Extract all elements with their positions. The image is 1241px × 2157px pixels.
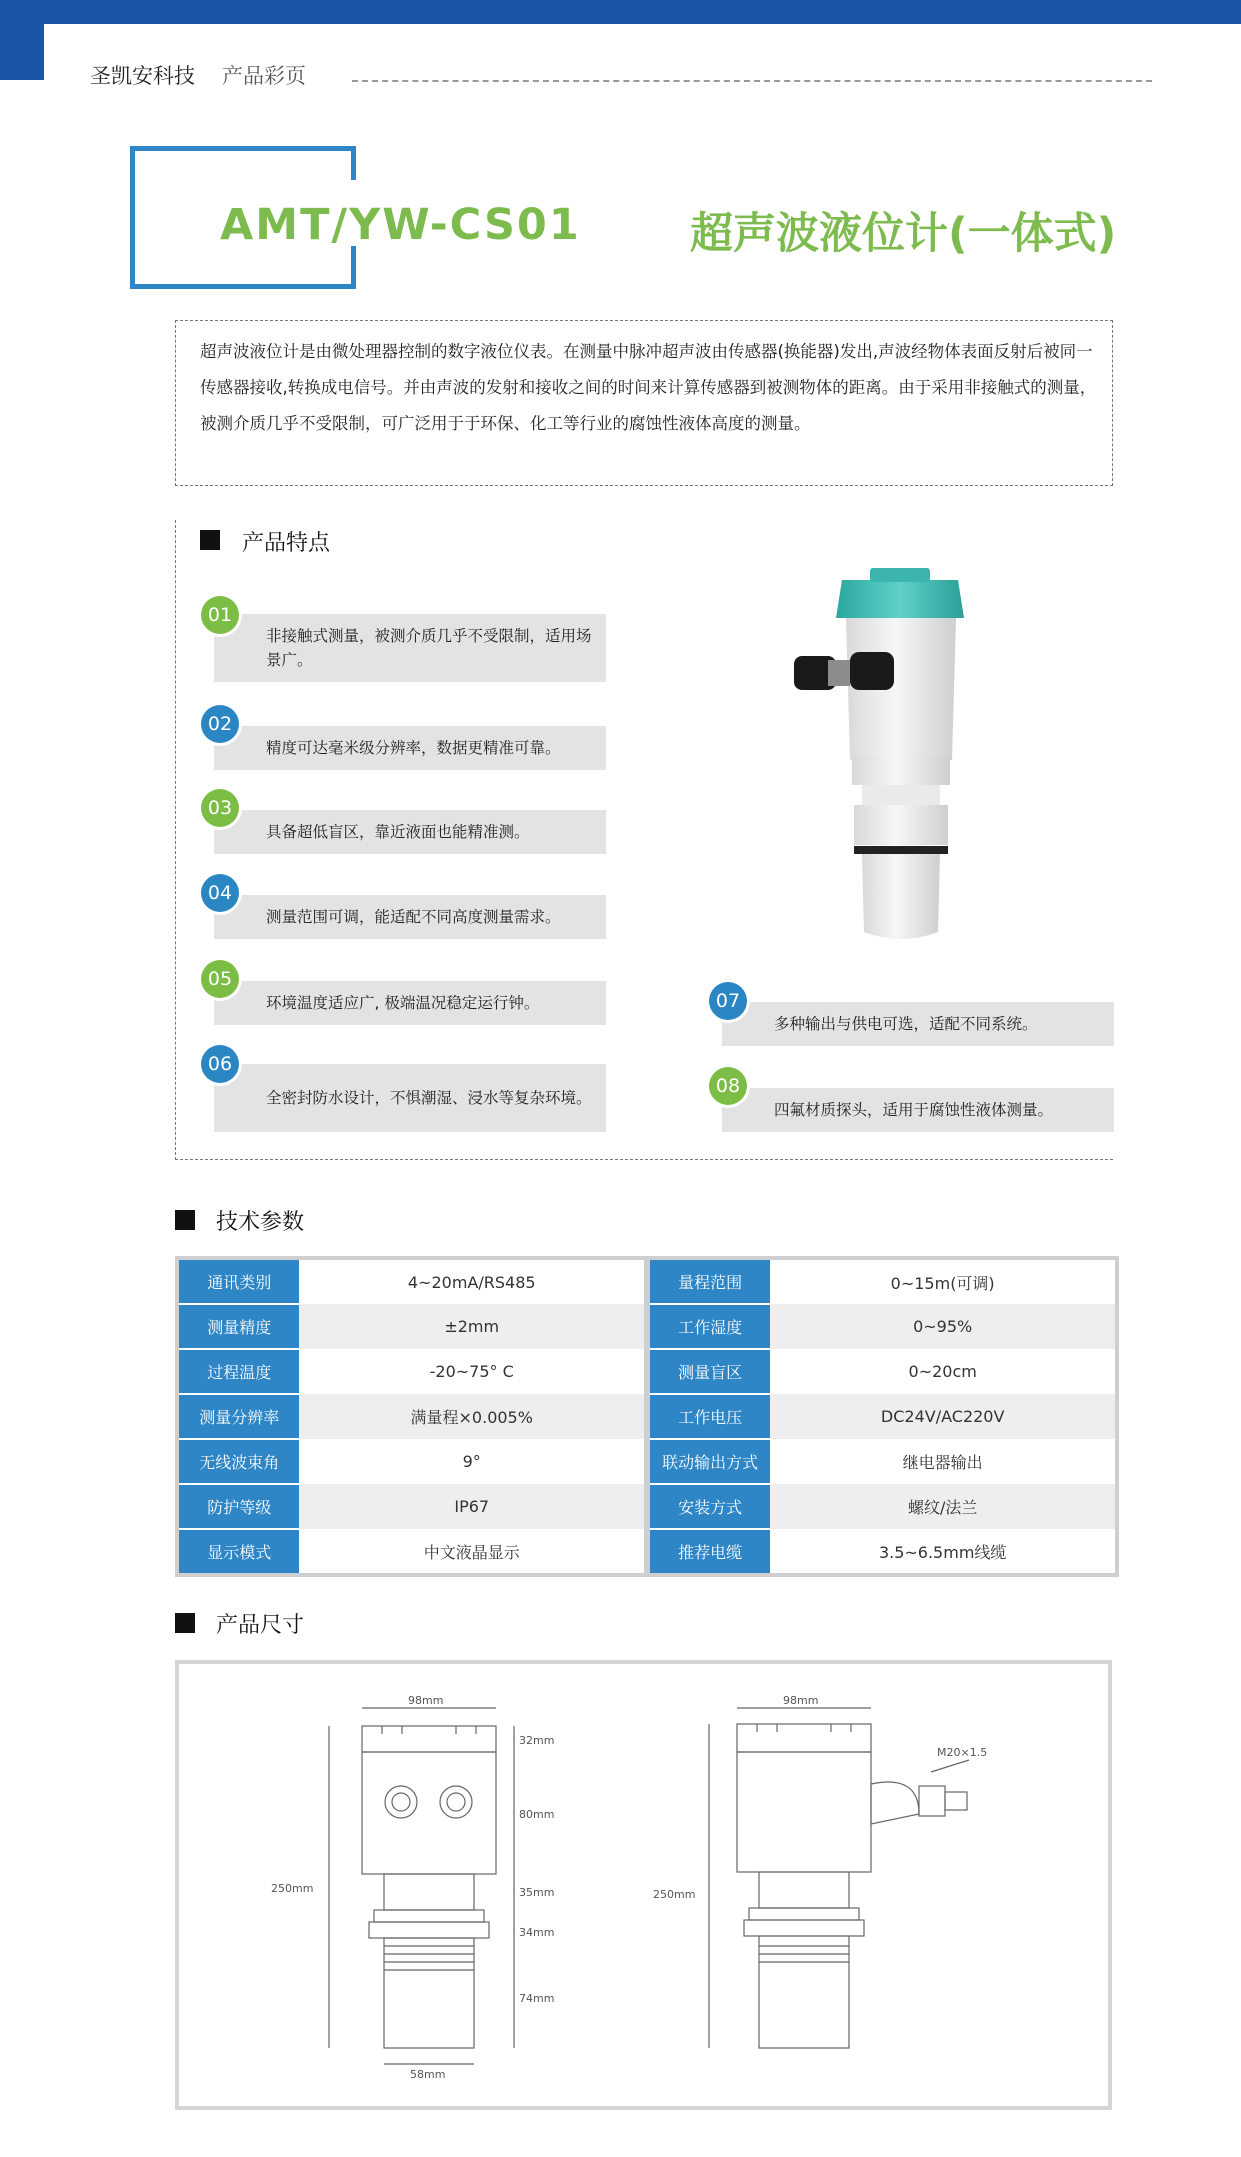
feature-number-badge: 04 — [201, 874, 239, 912]
brand-subtitle: 产品彩页 — [222, 64, 306, 88]
feature-item-6 — [214, 1064, 606, 1132]
dim-label: 80mm — [519, 1808, 555, 1821]
dim-label: 98mm — [783, 1694, 819, 1707]
spec-value: 0~95% — [770, 1304, 1117, 1349]
feature-item-1 — [214, 614, 606, 682]
header-divider — [352, 80, 1152, 82]
feature-item-5 — [214, 981, 606, 1025]
spec-label: 测量精度 — [177, 1304, 299, 1349]
section-square-icon — [175, 1613, 195, 1633]
spec-label: 推荐电缆 — [650, 1529, 770, 1575]
feature-item-2 — [214, 726, 606, 770]
spec-table — [175, 1256, 1119, 1577]
feature-text: 非接触式测量，被测介质几乎不受限制，适用场景广。 — [266, 627, 592, 669]
feature-text: 环境温度适应广, 极端温况稳定运行钟。 — [266, 994, 540, 1012]
feature-text: 四氟材质探头，适用于腐蚀性液体测量。 — [774, 1101, 1054, 1119]
feature-number-badge: 08 — [709, 1067, 747, 1105]
spec-value: 满量程×0.005% — [299, 1394, 644, 1439]
spec-label: 联动输出方式 — [650, 1439, 770, 1484]
feature-text: 精度可达毫米级分辨率，数据更精准可靠。 — [266, 739, 561, 757]
features-heading: 产品特点 — [242, 531, 331, 556]
dim-label: 98mm — [408, 1694, 444, 1707]
feature-number-badge: 01 — [201, 596, 239, 634]
spec-label: 通讯类别 — [177, 1258, 299, 1304]
spec-value: 4~20mA/RS485 — [299, 1258, 644, 1304]
feature-item-4 — [214, 895, 606, 939]
dim-label: 58mm — [410, 2068, 446, 2081]
dim-label: 35mm — [519, 1886, 555, 1899]
section-square-icon — [175, 1210, 195, 1230]
product-model: AMT/YW-CS01 — [220, 200, 581, 250]
dim-label: 250mm — [271, 1882, 314, 1895]
feature-number-badge: 06 — [201, 1045, 239, 1083]
product-photo — [780, 560, 1020, 960]
spec-label: 显示模式 — [177, 1529, 299, 1575]
dim-label: 32mm — [519, 1734, 555, 1747]
spec-label: 防护等级 — [177, 1484, 299, 1529]
feature-item-8 — [722, 1088, 1114, 1132]
spec-label: 过程温度 — [177, 1349, 299, 1394]
top-bar — [0, 0, 1241, 24]
dimensions-heading: 产品尺寸 — [216, 1613, 305, 1638]
spec-label: 量程范围 — [650, 1258, 770, 1304]
spec-row — [177, 1394, 1117, 1439]
spec-row — [177, 1439, 1117, 1484]
spec-value: 0~15m(可调) — [770, 1258, 1117, 1304]
spec-label: 测量分辨率 — [177, 1394, 299, 1439]
feature-number-badge: 05 — [201, 960, 239, 998]
dim-label: 74mm — [519, 1992, 555, 2005]
feature-number-badge: 03 — [201, 789, 239, 827]
feature-text: 测量范围可调，能适配不同高度测量需求。 — [266, 908, 561, 926]
spec-row — [177, 1349, 1117, 1394]
spec-value: IP67 — [299, 1484, 644, 1529]
spec-value: 继电器输出 — [770, 1439, 1117, 1484]
specs-heading: 技术参数 — [216, 1210, 305, 1235]
spec-label: 工作湿度 — [650, 1304, 770, 1349]
product-name: 超声波液位计(一体式) — [690, 209, 1117, 259]
top-tab — [0, 0, 44, 80]
spec-row — [177, 1258, 1117, 1304]
spec-value: DC24V/AC220V — [770, 1394, 1117, 1439]
title-frame-right — [351, 146, 356, 180]
feature-text: 具备超低盲区，靠近液面也能精准测。 — [266, 823, 530, 841]
spec-value: 3.5~6.5mm线缆 — [770, 1529, 1117, 1575]
spec-row — [177, 1304, 1117, 1349]
feature-text: 多种输出与供电可选，适配不同系统。 — [774, 1015, 1038, 1033]
feature-item-3 — [214, 810, 606, 854]
spec-label: 安装方式 — [650, 1484, 770, 1529]
spec-value: 螺纹/法兰 — [770, 1484, 1117, 1529]
dim-label: 34mm — [519, 1926, 555, 1939]
left-drawing — [329, 1708, 514, 2064]
dim-label: M20×1.5 — [937, 1746, 988, 1759]
section-square-icon — [200, 530, 220, 550]
spec-value: -20~75° C — [299, 1349, 644, 1394]
spec-value: 0~20cm — [770, 1349, 1117, 1394]
spec-row — [177, 1484, 1117, 1529]
feature-number-badge: 07 — [709, 982, 747, 1020]
brand-name: 圣凯安科技 — [90, 64, 195, 88]
right-drawing — [709, 1708, 969, 2048]
feature-number-badge: 02 — [201, 705, 239, 743]
spec-label: 无线波束角 — [177, 1439, 299, 1484]
spec-row — [177, 1529, 1117, 1575]
spec-label: 测量盲区 — [650, 1349, 770, 1394]
intro-text: 超声波液位计是由微处理器控制的数字液位仪表。在测量中脉冲超声波由传感器(换能器)发出,声波经物体表面反射后被同一传感器接收,转换成电信号。并由声波的发射和接收之间的时间来计算传感器到被测物体的距离。由于采用非接触式的测量，被测介质几乎不受限制，可广泛用于于环保、化工等行业的腐蚀性液体高度的测量。 — [200, 342, 1097, 433]
feature-text: 全密封防水设计，不惧潮湿、浸水等复杂环境。 — [266, 1089, 592, 1107]
spec-label: 工作电压 — [650, 1394, 770, 1439]
spec-value: 9° — [299, 1439, 644, 1484]
spec-value: ±2mm — [299, 1304, 644, 1349]
feature-item-7 — [722, 1002, 1114, 1046]
title-frame-right-lower — [351, 246, 356, 289]
spec-value: 中文液晶显示 — [299, 1529, 644, 1575]
dimension-drawings — [179, 1664, 1108, 2106]
dim-label: 250mm — [653, 1888, 696, 1901]
